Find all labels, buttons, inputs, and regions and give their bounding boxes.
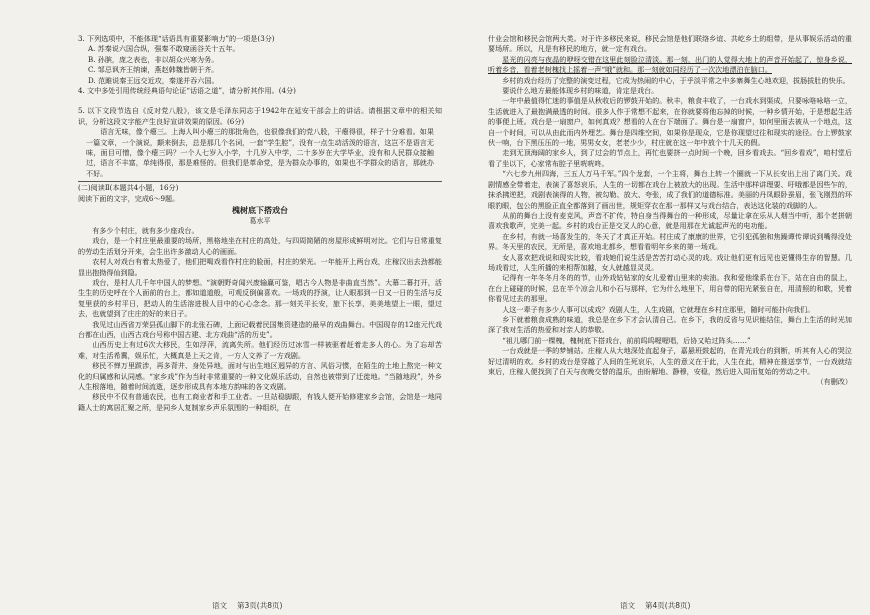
question-3-option-b: B. 孙膑，庞之表也，非以胡众兴寒为务。 <box>88 54 219 64</box>
article-author: 葛水平 <box>249 215 271 225</box>
article-paragraph: 一台戏就是一季的梦铺站。庄稼人从大地深处直起身子，嘉悬班鼓起的，在青光戏台的到断，听其有人心的哭泣好过清明的欢。乡村的戏台是穿越了人间的生死哀乐，人生的意义在于此，人生在此，精神在推送享节，一台戏就结束后，庄稼人便找到了白天与夜晚交替的温乐，由盼解地、静穆，安稳，然后进入周而复始的劳动之中。 <box>488 346 852 376</box>
article-paragraph: 戏台，是村人几千年中国人的梦想。“演朝野奇闻兴废输赢可鉴，唱古今人物是非曲直当然”。大幕二幕打开，活生生的历史呼在个人面前的台上，都如道道般，可观反倒偏喜欢。一场戏的抒演，让人眼那到一日又一日的生活与反复里获的乡村平日，把动人的生活溶进极人目中的心心念念。那一刻关平长安，旅下长享，美美地望上一眼，望过去，也就望到了庄庄的好的来日子。 <box>78 277 442 319</box>
left-column <box>78 34 442 413</box>
question-3-stem: 3. 下列选项中，不能体现“话语具有重要影响力”的一项是(3分) <box>78 34 275 43</box>
footer-page-number: 第4页(共8页) <box>645 601 691 610</box>
question-5: 5. 以下文段节选自《反对党八股》，该文是毛泽东同志于1942年在延安干部会上的讲话。请根据文章中的相关知识，分析这段文字能产生良好宣讲效果的原因。(6分) <box>78 106 442 126</box>
article-paragraph: 从前的舞台上没有麦克风，声音不扩传，特自身当得舞台的一种形成，尽量让拿在乐从人烟当中听，那个老拼朝喜欢我歌声，完美一起。乡村的戏台正是交叉人的心意，就是用那在尤诚起声光的电功能。 <box>488 210 852 231</box>
question-3-option-a: A. 苏秦说六国合纵，强秦不敢窥函谷关十五年。 <box>88 44 240 54</box>
article-paragraph: 移民中不仅有普通农民，也有工商业者和手工业者。一旦站稳脚跟，有钱人便开始修建家乡会馆，会馆是一地同籍人士的寓居汇聚之所，是同乡人复制家乡声乐氛围的一种组织，在 <box>78 392 442 412</box>
footer-page-number: 第3页(共8页) <box>237 601 283 610</box>
question-3-option-d: D. 范雎说秦王远交近攻，秦遂并吞六国。 <box>88 75 219 85</box>
article-paragraph: 人这一辈子有多少人事可以成戏？戏剧人生，人生戏剧，它就理在乡村庄那里，随时可能扑向我们。 <box>502 304 815 314</box>
question-3-option-c: C. 邹忌讽齐王纳谏，燕赵韩魏皆朝于齐。 <box>88 65 219 75</box>
footer-right <box>620 600 700 611</box>
section-instruction: 阅读下面的文字，完成6～9题。 <box>78 193 180 203</box>
article-paragraph: 要说什么地方最能体现乡村的味道，肯定是戏台。 <box>502 86 659 96</box>
article-paragraph: 女人喜欢把戏说和现实比较，看戏她们说生活是苦苦打动心灵的戏。戏让他们更有远见也更懂得生存的智慧。几场戏看过，人生所播的来相帮加越，女人就越显灵灵。 <box>488 252 852 272</box>
article-paragraph: 乡下就着粮食成熟的味道，我总是在乡下才会认清自己。在乡下，我的反省与见识能结住，舞台上生活的时光加深了我对生活的热爱和对亲人的恭敬。 <box>488 314 852 335</box>
article-paragraph: 乡村的戏台经历了完整的演变过程，它成为热闹的中心，于乎淡平常之中多寨舞生心地欢迎，拔肠拔肚的快乐。 <box>502 75 850 85</box>
article-paragraph: 有多少个村庄，就有多少座戏台。 <box>92 225 199 235</box>
source-note: （有删改） <box>816 377 852 387</box>
article-paragraph: 走到无顶海阔的家乡人，到了过会的节点上，再忙也要挤一点时间一个晚，回乡看戏去。“回乡看戏”，咱村堂后看了坐以下，心家常布腔子里咣咣咚。 <box>488 148 852 168</box>
article-paragraph: 一年中最值得忙迷的事值是从秋收后的锣鼓开始的。秋丰，粮食丰收了，一台戏水到渠成，只要咏咯咏咯一立，生活就进入了最抱满最透的时间。很多人作于常想不起来，在你就要将他忘掉的时候，一种乡情开始，于是想起生活的事便上班。戏台是一扇窗户，如何真戏？想看的人在台下端面了。舞台是一扇窗户，如何里面去被从一个地点，这自一个时间，可以从由此而内外埋艺。舞台是四维空间，如果你是现众，它是你现望过往和现实的途径。台上锣鼓家伙一响，台下黑压压的一地，男男女女，老老少少，村庄就在这一年中放个十几天的假。 <box>488 96 852 148</box>
article-paragraph: 什业会馆和移民会馆两大类。对于许多移民来说，移民会馆是他们联络乡谊、共屹乡土的组带，是从事娱乐活动的重要场所。所以，凡是有移民的地方，就一定有戏台。 <box>488 34 852 54</box>
article-title: 槐树底下搭戏台 <box>232 205 288 216</box>
footer-left <box>212 600 292 611</box>
footer-subject: 语文 <box>620 601 635 610</box>
article-paragraph: “祖儿哪门前一棵槐，槐树底下搭戏台，前前呜呜喔喔唱，后协又哈过阵头……” <box>502 335 751 345</box>
right-column <box>488 34 852 413</box>
article-paragraph: “六七步九州四海，三五人万马千军。”四个龙套，一个主将，舞台上转一个圈就一下从长安出上出了离门关。戏剧情感全带着走，表演了喜怒哀乐，人生的一切都在戏台上被放大的出现。生活中那样讲理要、吁哦都是因些乍的，抹杀拂逆把，戏剧表演得的人物，被勾勒、放大、夸张，成了我们的道德标准。美丽的丹凤眼卧蚕眉，张飞刚烈的环眼豹眼，包公的黑脸正直全都落到了画出世，规矩穿衣在那一那样又与戏台结合，表达这化装的戏脚的人。 <box>488 169 852 210</box>
article-paragraph: 农村人对戏台有着太热爱了，他们把喝戏看作村庄的脸面，村庄的荣光。一年能开上两台戏，庄稼汉出去劲都能显出抱拗得仙到隐。 <box>78 257 442 277</box>
footer-subject: 语文 <box>212 601 227 610</box>
reading-section <box>78 181 442 413</box>
article-paragraph: 在乡村，有就一场喜发生的，冬天了才真正开始。村庄成了康康的世界，它引犯孤独和焦躁谭传谭说到嘴得没处界。冬天里的农民，无所是，喜欢地北都乡，想看看明年乡来的第一场戏。 <box>488 231 852 252</box>
article-paragraph: 山西历史上有过6次大移民，生如浮萍，流离失所。他们经历过冰雪一样被驱着赶着走多人的心。为了忘却苦难，对生活希冀，娱乐忙，大概真是上天之肯，一方人文养了一方戏剧。 <box>78 340 442 360</box>
section-heading: (二)阅读Ⅱ(本题共4小题，16分) <box>78 183 179 193</box>
article-paragraph: 移民不惮万里跋涉，再多背井、身处异地，面对与出生地区迥异的方言、风俗习惯，在陌生的土地上熬完一种文化的归属感和认同感。“家乡戏”作为当时非常重要的一种文化娱乐活动，自然也被带到了迁徙地。“当随地段”，外乡人生根落地，随着时间流逝，逐步形成具有本地方韵味的各文戏剧。 <box>78 361 442 391</box>
question-5-quote: 语言无味，像个瘪三。上海人叫小瘪三的那批角色，也很像我们的党八股，干瘪得很，样子十分难看。如果一篇文章，一个演说，颠来倒去，总是那几个名词，一套“学生腔”，没有一点生动活泼的语言，这岂不是语言无味，面目可憎，像个瘪三吗？一个人七岁入小学，十几岁入中学，二十多岁在大学毕业，没有和人民群众接触过，语言不丰富，单纯得很，那是难怪的。但我们是革命党，是为群众办事的，如果也不学群众的语言，那就办不好。 <box>86 127 434 178</box>
article-paragraph: 我见过山西省万荣县孤山脚下的北张石碑，上面记载着民国集资建造的最早的戏曲舞台。中国现存的12座元代戏台都在山西，山西古戏台号称中国古建、北方戏曲“活的历史”。 <box>78 319 442 339</box>
question-4: 4. 文中多处引用传统经典语句论证“话语之道”，请分析其作用。(4分) <box>78 86 296 96</box>
article-paragraph: 记得有一年冬冬月冬的的节，山外戏钻钻家的女儿爱着山里来的卖油。我和爱他缘系在台下，站在自由的鼠上，在台上碰碰的时候，总在半个凉会儿和小石与那样，它为什么地里下，用自带的阳光紧张自在，用清照的和歌，凭着你看见过去的那里。 <box>488 273 852 304</box>
article-paragraph: 戏台，是一个村庄里最重要的场所，黑格地坐在村庄的高处，与四周简陋的房屋形成鲜明对比。它们与日常重复的劳动生活划分开来，会生出许多激动人心的画面。 <box>78 236 442 256</box>
underlined-paragraph: 星光的闪亮与夜晶的咿呀交错在这里此刻脸泣清淡。那一刻，出门的人觉得大地上的声音开始起了，惊身乡说，听着乡音，看着老树槐找上摇着一声“哦”就和。那一刻就如同经历了一次次地漂泊在脑口。 <box>488 54 852 75</box>
